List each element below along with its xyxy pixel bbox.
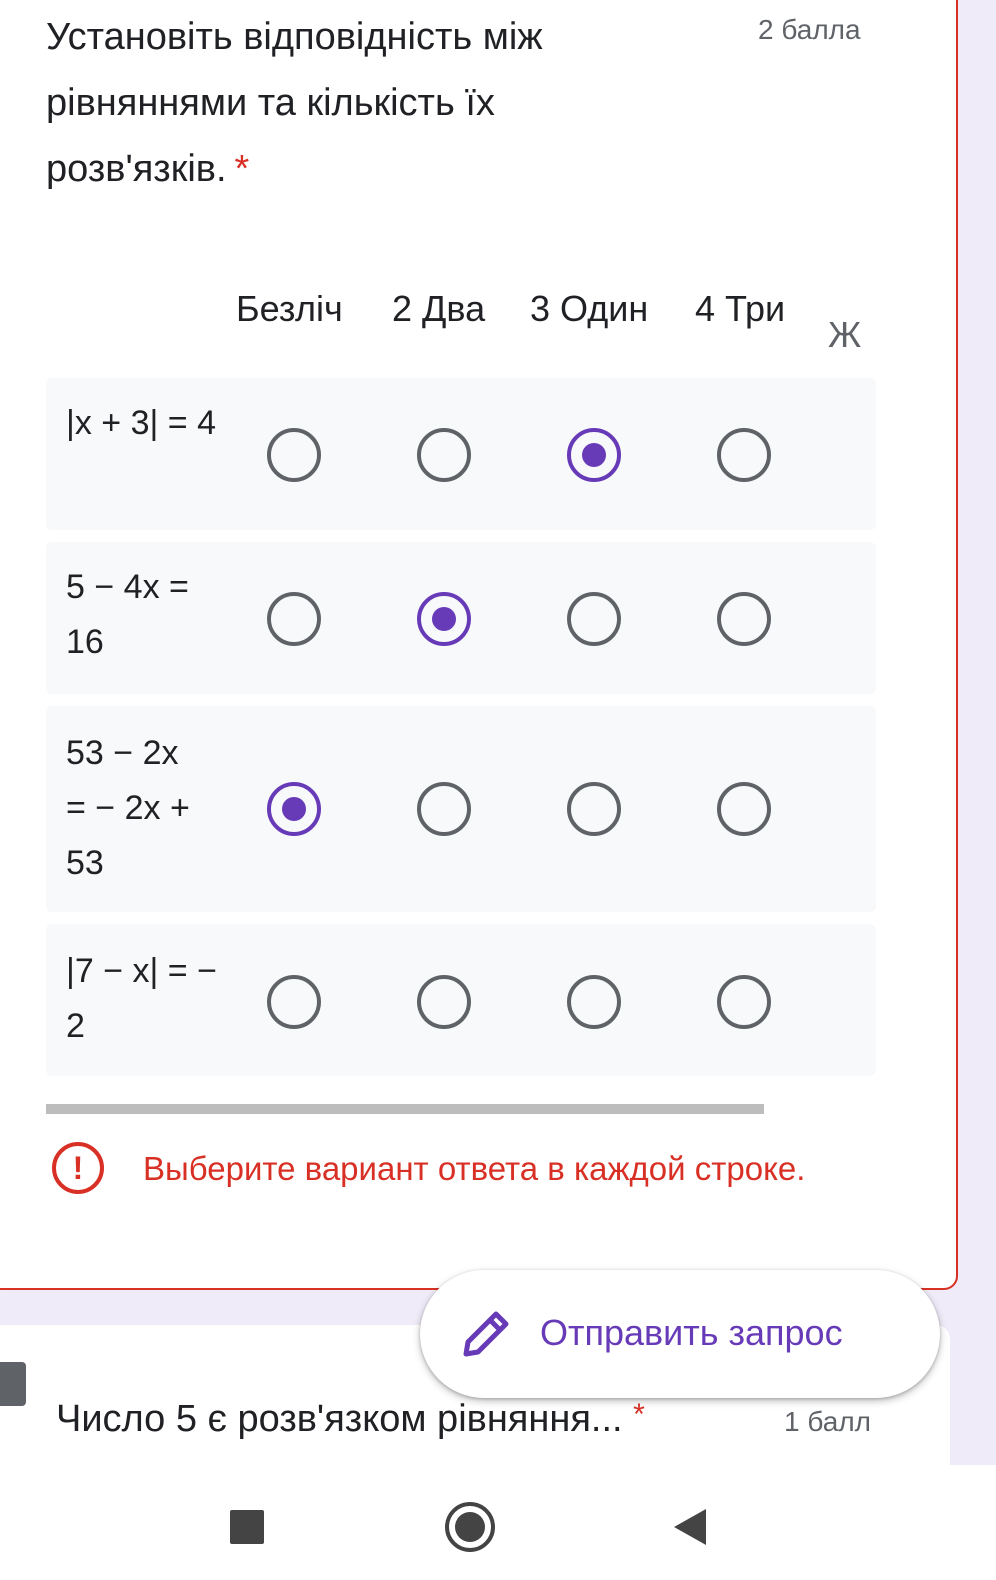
row-label: |7 − x| = − 2: [66, 952, 217, 1045]
radio-row3-bezlich-selected[interactable]: [267, 782, 321, 836]
question-2-title: [56, 1398, 645, 1441]
radio-row3-try[interactable]: [717, 782, 771, 836]
grid-row-1: [46, 378, 876, 530]
radio-row3-dva[interactable]: [417, 782, 471, 836]
radio-row1-bezlich[interactable]: [267, 428, 321, 482]
back-icon[interactable]: [670, 1507, 710, 1547]
question-title-text: Установіть відповідність між рівняннями та кількість їх розв'язків.: [46, 16, 543, 190]
radio-row4-dva[interactable]: [417, 975, 471, 1029]
send-request-label: Отправить запрос: [540, 1312, 843, 1353]
column-header-bezlich: Безліч: [236, 288, 343, 329]
radio-row2-dva-selected[interactable]: [417, 592, 471, 646]
column-header-partial: Ж: [828, 314, 862, 355]
radio-row2-bezlich[interactable]: [267, 592, 321, 646]
grid-row-2: [46, 542, 876, 694]
error-icon: !: [52, 1142, 104, 1194]
radio-row2-odyn[interactable]: [567, 592, 621, 646]
column-header-odyn: 3 Один: [530, 288, 649, 329]
question-2-points: 1 балл: [784, 1406, 871, 1437]
radio-row1-dva[interactable]: [417, 428, 471, 482]
radio-row3-odyn[interactable]: [567, 782, 621, 836]
column-header-try: 4 Три: [695, 288, 786, 329]
radio-row4-bezlich[interactable]: [267, 975, 321, 1029]
radio-row1-odyn-selected[interactable]: [567, 428, 621, 482]
grid-row-3: [46, 706, 876, 912]
question-2-title-text: Число 5 є розв'язком рівняння...: [56, 1398, 623, 1440]
home-icon[interactable]: [444, 1501, 496, 1553]
radio-row4-odyn[interactable]: [567, 975, 621, 1029]
recent-apps-icon[interactable]: [230, 1510, 264, 1544]
question-points: 2 балла: [758, 14, 861, 45]
row-label: 5 − 4x = 16: [66, 568, 189, 661]
radio-row1-try[interactable]: [717, 428, 771, 482]
required-asterisk: *: [633, 1398, 645, 1431]
row-label: 53 − 2x = − 2x + 53: [66, 734, 190, 882]
choice-grid[interactable]: [46, 272, 876, 1082]
send-request-button[interactable]: [420, 1270, 940, 1398]
required-asterisk: *: [234, 148, 250, 190]
system-nav-bar: [0, 1465, 996, 1580]
question-title: [46, 4, 666, 202]
grid-row-4: [46, 924, 876, 1076]
error-message: Выберите вариант ответа в каждой строке.: [143, 1150, 806, 1187]
side-tab-icon: [0, 1362, 26, 1406]
radio-row2-try[interactable]: [717, 592, 771, 646]
pencil-icon: [458, 1306, 514, 1362]
radio-row4-try[interactable]: [717, 975, 771, 1029]
column-header-dva: 2 Два: [392, 288, 486, 329]
horizontal-scrollbar[interactable]: [46, 1104, 764, 1114]
row-label: |x + 3| = 4: [66, 404, 216, 442]
